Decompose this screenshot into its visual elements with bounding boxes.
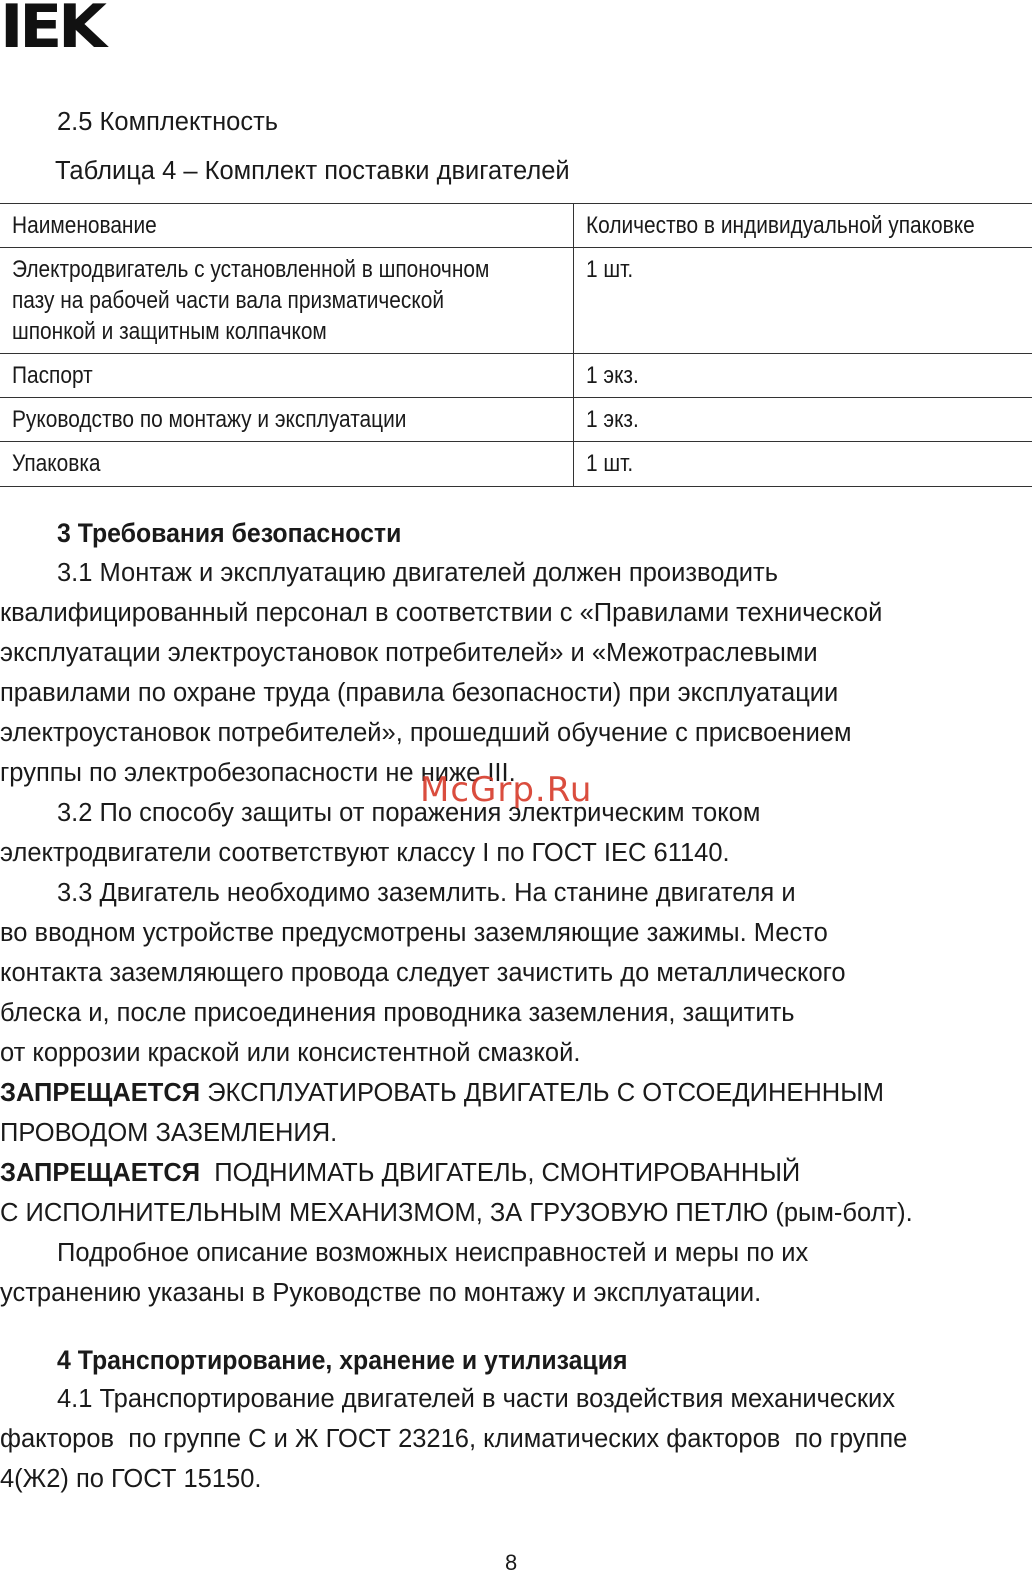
warning-2-keyword: ЗАПРЕЩАЕТСЯ (0, 1159, 201, 1187)
header-qty: Количество в индивидуальной упаковке (573, 204, 1032, 248)
para-3-3: во вводном устройстве предусмотрены заземляющие зажимы. Место (0, 919, 828, 947)
warning-1 (0, 1073, 1032, 1113)
warning-2 (0, 1153, 1032, 1193)
page-number: 8 (505, 1550, 518, 1575)
row-name: Упаковка (0, 442, 573, 487)
para-3-2: электродвигатели соответствуют классу I по ГОСТ IEC 61140. (0, 839, 730, 867)
para-3-1: правилами по охране труда (правила безопасности) при эксплуатации (0, 679, 839, 707)
para-3-3: от коррозии краской или консистентной смазкой. (0, 1039, 581, 1067)
table-header-row (0, 204, 1032, 248)
warning-2-line2: С ИСПОЛНИТЕЛЬНЫМ МЕХАНИЗМОМ, ЗА ГРУЗОВУЮ ПЕТЛЮ (рым-болт). (0, 1199, 913, 1227)
row-qty: 1 экз. (573, 354, 1032, 398)
section-4-body (0, 1379, 1032, 1499)
warning-1-line2: ПРОВОДОМ ЗАЗЕМЛЕНИЯ. (0, 1119, 338, 1147)
row-qty: 1 шт. (573, 442, 1032, 487)
table-row (0, 442, 1032, 487)
warning-2-text: ПОДНИМАТЬ ДВИГАТЕЛЬ, СМОНТИРОВАННЫЙ (200, 1159, 801, 1187)
para-3-3: блеска и, после присоединения проводника заземления, защитить (0, 999, 795, 1027)
section-3-title: 3 Требования безопасности (57, 518, 402, 548)
para-more: Подробное описание возможных неисправностей и меры по их (57, 1239, 809, 1267)
row-qty: 1 шт. (573, 248, 1032, 354)
section-4-title-wrap (57, 1340, 677, 1380)
para-3-1: эксплуатации электроустановок потребителей» и «Межотраслевыми (0, 639, 818, 667)
warning-1-keyword: ЗАПРЕЩАЕТСЯ (0, 1079, 201, 1107)
row-name: Руководство по монтажу и эксплуатации (0, 398, 573, 442)
para-3-1: квалифицированный персонал в соответствии с «Правилами технической (0, 599, 883, 627)
watermark: McGrp.Ru (420, 770, 593, 810)
para-4-1: факторов по группе С и Ж ГОСТ 23216, климатических факторов по группе (0, 1425, 908, 1453)
section-3-title-wrap (57, 513, 431, 553)
para-3-2: 3.2 По способу защиты от поражения электрическим током (57, 799, 761, 827)
row-name: Паспорт (0, 354, 573, 398)
para-3-3: контакта заземляющего провода следует зачистить до металлического (0, 959, 846, 987)
row-name: Электродвигатель с установленной в шпоночном пазу на рабочей части вала призматической шпонкой и защитным колпачком (0, 248, 573, 354)
section-4-title: 4 Транспортирование, хранение и утилизация (57, 1345, 628, 1375)
warning-1-text: ЭКСПЛУАТИРОВАТЬ ДВИГАТЕЛЬ С ОТСОЕДИНЕННЫМ (200, 1079, 885, 1107)
para-3-1: группы по электробезопасности не ниже III. (0, 759, 516, 787)
table-caption: Таблица 4 – Комплект поставки двигателей (55, 157, 570, 185)
table-row (0, 248, 1032, 354)
table-row (0, 398, 1032, 442)
para-4-1: 4(Ж2) по ГОСТ 15150. (0, 1465, 262, 1493)
row-qty: 1 экз. (573, 398, 1032, 442)
kit-table (0, 203, 1032, 487)
table-row (0, 354, 1032, 398)
section-3-body (0, 553, 1032, 1313)
para-3-3: 3.3 Двигатель необходимо заземлить. На станине двигателя и (57, 879, 796, 907)
section-2-5-title: 2.5 Комплектность (57, 108, 279, 136)
header-name: Наименование (0, 204, 573, 248)
para-3-1: электроустановок потребителей», прошедший обучение с присвоением (0, 719, 852, 747)
para-3-1: 3.1 Монтаж и эксплуатацию двигателей должен производить (57, 559, 778, 587)
para-4-1: 4.1 Транспортирование двигателей в части воздействия механических (57, 1385, 896, 1413)
iek-logo: IEK (0, 0, 103, 62)
para-more: устранению указаны в Руководстве по монтажу и эксплуатации. (0, 1279, 762, 1307)
